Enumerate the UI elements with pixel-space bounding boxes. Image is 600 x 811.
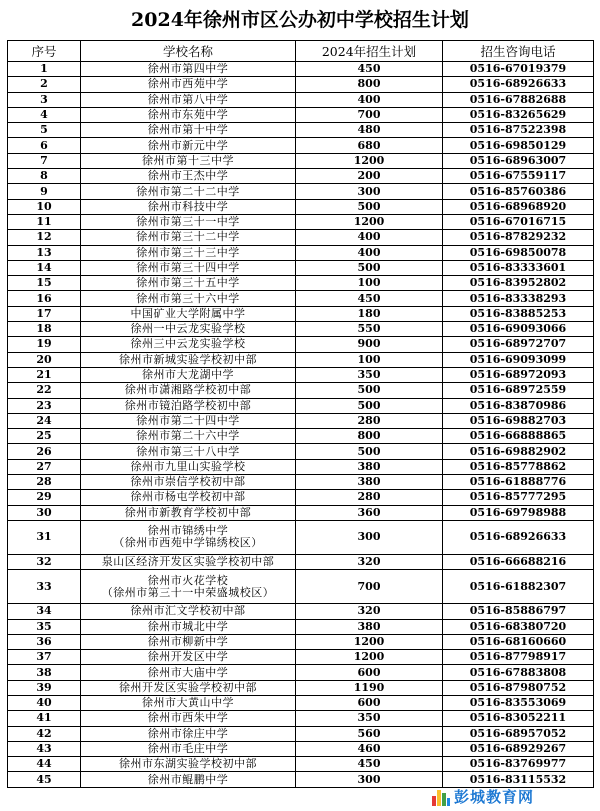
consult-phone: 0516-83952802 [443, 276, 594, 291]
school-name-line: 徐州市第三十五中学 [136, 276, 240, 290]
header-no: 序号 [8, 41, 81, 62]
school-name [81, 214, 296, 229]
school-name [81, 123, 296, 138]
row-number: 43 [8, 741, 81, 756]
consult-phone: 0516-85886797 [443, 604, 594, 619]
row-number: 41 [8, 711, 81, 726]
table-row [8, 429, 594, 444]
school-name-line: 徐州市柳新中学 [147, 634, 229, 648]
books-logo-icon [432, 788, 450, 806]
enrollment-plan: 300 [296, 772, 443, 787]
enrollment-plan: 380 [296, 619, 443, 634]
row-number: 21 [8, 367, 81, 382]
enrollment-plan: 500 [296, 260, 443, 275]
consult-phone: 0516-83885253 [443, 306, 594, 321]
school-name-line: 徐州市新城实验学校初中部 [119, 352, 257, 366]
school-name-line: 徐州市徐庄中学 [147, 726, 229, 740]
school-name-line: 徐州市第八中学 [147, 92, 229, 106]
consult-phone: 0516-85760386 [443, 184, 594, 199]
enrollment-plan: 450 [296, 757, 443, 772]
table-row [8, 554, 594, 569]
row-number: 8 [8, 169, 81, 184]
watermark-text: 彭城教育网 [453, 788, 534, 806]
row-number: 38 [8, 665, 81, 680]
row-number: 10 [8, 199, 81, 214]
school-name-line: 泉山区经济开发区实验学校初中部 [101, 555, 275, 569]
row-number: 26 [8, 444, 81, 459]
school-name [81, 726, 296, 741]
consult-phone: 0516-68972707 [443, 337, 594, 352]
table-row [8, 444, 594, 459]
admission-table [7, 40, 594, 788]
table-row [8, 505, 594, 520]
school-name [81, 772, 296, 787]
table-row [8, 604, 594, 619]
school-name-line: 徐州市第三十一中学 [136, 215, 240, 229]
consult-phone: 0516-69882703 [443, 413, 594, 428]
enrollment-plan: 100 [296, 352, 443, 367]
row-number: 1 [8, 62, 81, 77]
consult-phone: 0516-83333601 [443, 260, 594, 275]
page-title: 2024年徐州市区公办初中学校招生计划 [131, 9, 469, 31]
school-name [81, 475, 296, 490]
row-number: 33 [8, 570, 81, 604]
school-name [81, 634, 296, 649]
consult-phone: 0516-69850078 [443, 245, 594, 260]
consult-phone: 0516-66688216 [443, 554, 594, 569]
enrollment-plan: 400 [296, 92, 443, 107]
table-row [8, 184, 594, 199]
school-name-line: 徐州市第二十四中学 [136, 413, 240, 427]
row-number: 7 [8, 153, 81, 168]
school-name [81, 650, 296, 665]
school-name-line: 徐州市第三十六中学 [136, 291, 240, 305]
school-name [81, 322, 296, 337]
consult-phone: 0516-83553069 [443, 695, 594, 710]
school-name [81, 367, 296, 382]
row-number: 14 [8, 260, 81, 275]
row-number: 25 [8, 429, 81, 444]
row-number: 4 [8, 107, 81, 122]
school-name-line: 徐州市东湖实验学校初中部 [119, 757, 257, 771]
table-row [8, 245, 594, 260]
table-row [8, 260, 594, 275]
row-number: 45 [8, 772, 81, 787]
school-name [81, 680, 296, 695]
school-name [81, 554, 296, 569]
school-name [81, 352, 296, 367]
table-row [8, 665, 594, 680]
school-name-line: 徐州市第三十四中学 [136, 261, 240, 274]
table-row [8, 490, 594, 505]
consult-phone: 0516-68380720 [443, 619, 594, 634]
school-name-line: 徐州市火花学校 [147, 573, 229, 587]
row-number: 35 [8, 619, 81, 634]
table-row [8, 107, 594, 122]
consult-phone: 0516-83265629 [443, 107, 594, 122]
row-number: 32 [8, 554, 81, 569]
school-name [81, 757, 296, 772]
consult-phone: 0516-87522398 [443, 123, 594, 138]
school-name-line: 徐州市大龙湖中学 [142, 368, 234, 382]
table-row [8, 398, 594, 413]
table-row [8, 276, 594, 291]
consult-phone: 0516-68972559 [443, 383, 594, 398]
school-name-line: 徐州市第四中学 [147, 62, 229, 76]
table-row [8, 680, 594, 695]
consult-phone: 0516-83052211 [443, 711, 594, 726]
school-name [81, 398, 296, 413]
school-name-line: 徐州市鲲鹏中学 [147, 772, 229, 786]
table-row [8, 650, 594, 665]
school-name-line: 徐州市锦绣中学 [147, 524, 229, 538]
row-number: 2 [8, 77, 81, 92]
row-number: 28 [8, 475, 81, 490]
consult-phone: 0516-68968920 [443, 199, 594, 214]
school-name [81, 138, 296, 153]
school-name [81, 337, 296, 352]
school-name [81, 459, 296, 474]
table-body [8, 62, 594, 788]
enrollment-plan: 500 [296, 444, 443, 459]
school-name [81, 570, 296, 604]
enrollment-plan: 100 [296, 276, 443, 291]
table-row [8, 757, 594, 772]
row-number: 37 [8, 650, 81, 665]
row-number: 22 [8, 383, 81, 398]
school-name [81, 199, 296, 214]
school-name [81, 306, 296, 321]
enrollment-plan: 1200 [296, 153, 443, 168]
school-name-line: 徐州市城北中学 [147, 619, 229, 633]
row-number: 6 [8, 138, 81, 153]
row-number: 12 [8, 230, 81, 245]
row-number: 34 [8, 604, 81, 619]
enrollment-plan: 500 [296, 199, 443, 214]
row-number: 40 [8, 695, 81, 710]
school-name-line: 中国矿业大学附属中学 [130, 306, 246, 320]
enrollment-plan: 200 [296, 169, 443, 184]
school-name-line: 徐州市大庙中学 [147, 665, 229, 679]
school-name-line: 徐州市潇湘路学校初中部 [124, 383, 252, 397]
table-row [8, 199, 594, 214]
enrollment-plan: 400 [296, 245, 443, 260]
enrollment-plan: 300 [296, 184, 443, 199]
row-number: 23 [8, 398, 81, 413]
school-name-line: 徐州市王杰中学 [147, 169, 229, 183]
row-number: 17 [8, 306, 81, 321]
school-name [81, 604, 296, 619]
school-name [81, 444, 296, 459]
school-name-line: 徐州市第二十六中学 [136, 429, 240, 443]
school-name [81, 695, 296, 710]
table-row [8, 726, 594, 741]
consult-phone: 0516-68926633 [443, 77, 594, 92]
school-name [81, 711, 296, 726]
consult-phone: 0516-85778862 [443, 459, 594, 474]
table-row [8, 367, 594, 382]
consult-phone: 0516-68957052 [443, 726, 594, 741]
row-number: 42 [8, 726, 81, 741]
table-row [8, 772, 594, 787]
enrollment-plan: 1200 [296, 634, 443, 649]
consult-phone: 0516-67019379 [443, 62, 594, 77]
school-name [81, 169, 296, 184]
school-name-line: （徐州市第三十一中荣盛城校区） [101, 585, 275, 599]
school-name-line: 徐州市新教育学校初中部 [124, 505, 252, 519]
enrollment-plan: 550 [296, 322, 443, 337]
school-name [81, 383, 296, 398]
school-name [81, 291, 296, 306]
table-row [8, 169, 594, 184]
row-number: 20 [8, 352, 81, 367]
school-name [81, 665, 296, 680]
row-number: 36 [8, 634, 81, 649]
header-plan: 2024年招生计划 [296, 41, 443, 62]
school-name [81, 413, 296, 428]
table-header-row [8, 41, 594, 62]
school-name [81, 260, 296, 275]
consult-phone: 0516-83769977 [443, 757, 594, 772]
table-row [8, 214, 594, 229]
row-number: 9 [8, 184, 81, 199]
consult-phone: 0516-87980752 [443, 680, 594, 695]
table-row [8, 306, 594, 321]
enrollment-plan: 700 [296, 107, 443, 122]
enrollment-plan: 380 [296, 475, 443, 490]
school-name-line: 徐州市西朱中学 [147, 711, 229, 725]
school-name-line: 徐州市镜泊路学校初中部 [124, 398, 252, 412]
consult-phone: 0516-87798917 [443, 650, 594, 665]
row-number: 18 [8, 322, 81, 337]
enrollment-plan: 450 [296, 62, 443, 77]
enrollment-plan: 480 [296, 123, 443, 138]
consult-phone: 0516-68963007 [443, 153, 594, 168]
school-name-line: 徐州市汇文学校初中部 [130, 604, 246, 618]
school-name [81, 619, 296, 634]
table-row [8, 383, 594, 398]
consult-phone: 0516-69093099 [443, 352, 594, 367]
school-name-line: 徐州开发区中学 [147, 650, 229, 664]
row-number: 44 [8, 757, 81, 772]
enrollment-plan: 400 [296, 230, 443, 245]
enrollment-plan: 180 [296, 306, 443, 321]
enrollment-plan: 320 [296, 554, 443, 569]
row-number: 24 [8, 413, 81, 428]
school-name-line: 徐州市九里山实验学校 [130, 459, 246, 473]
enrollment-plan: 320 [296, 604, 443, 619]
enrollment-plan: 280 [296, 413, 443, 428]
row-number: 11 [8, 214, 81, 229]
table-row [8, 337, 594, 352]
enrollment-plan: 1200 [296, 214, 443, 229]
table-row [8, 520, 594, 554]
row-number: 15 [8, 276, 81, 291]
enrollment-plan: 350 [296, 367, 443, 382]
school-name-line: 徐州市新元中学 [147, 138, 229, 152]
table-row [8, 711, 594, 726]
enrollment-plan: 380 [296, 459, 443, 474]
consult-phone: 0516-61888776 [443, 475, 594, 490]
enrollment-plan: 1190 [296, 680, 443, 695]
watermark [432, 786, 534, 807]
school-name [81, 520, 296, 554]
enrollment-plan: 800 [296, 429, 443, 444]
consult-phone: 0516-67559117 [443, 169, 594, 184]
table-row [8, 291, 594, 306]
consult-phone: 0516-68972093 [443, 367, 594, 382]
school-name [81, 741, 296, 756]
enrollment-plan: 360 [296, 505, 443, 520]
table-row [8, 322, 594, 337]
row-number: 19 [8, 337, 81, 352]
school-name [81, 276, 296, 291]
school-name [81, 505, 296, 520]
school-name-line: 徐州市科技中学 [147, 199, 229, 213]
school-name-line: 徐州一中云龙实验学校 [130, 322, 246, 336]
consult-phone: 0516-67883808 [443, 665, 594, 680]
consult-phone: 0516-67016715 [443, 214, 594, 229]
consult-phone: 0516-69093066 [443, 322, 594, 337]
enrollment-plan: 280 [296, 490, 443, 505]
header-school-name: 学校名称 [81, 41, 296, 62]
consult-phone: 0516-87829232 [443, 230, 594, 245]
table-row [8, 138, 594, 153]
enrollment-plan: 500 [296, 383, 443, 398]
table-row [8, 619, 594, 634]
consult-phone: 0516-83870986 [443, 398, 594, 413]
row-number: 39 [8, 680, 81, 695]
consult-phone: 0516-69850129 [443, 138, 594, 153]
table-row [8, 92, 594, 107]
school-name [81, 184, 296, 199]
consult-phone: 0516-67882688 [443, 92, 594, 107]
school-name-line: 徐州开发区实验学校初中部 [119, 680, 257, 694]
table-row [8, 634, 594, 649]
enrollment-plan: 460 [296, 741, 443, 756]
enrollment-plan: 900 [296, 337, 443, 352]
school-name [81, 92, 296, 107]
school-name-line: 徐州市杨屯学校初中部 [130, 490, 246, 504]
table-row [8, 475, 594, 490]
table-row [8, 352, 594, 367]
school-name-line: 徐州市崇信学校初中部 [130, 475, 246, 489]
table-row [8, 570, 594, 604]
table-row [8, 413, 594, 428]
school-name-line: 徐州市第二十二中学 [136, 184, 240, 198]
row-number: 27 [8, 459, 81, 474]
enrollment-plan: 560 [296, 726, 443, 741]
row-number: 31 [8, 520, 81, 554]
row-number: 16 [8, 291, 81, 306]
table-row [8, 77, 594, 92]
enrollment-plan: 450 [296, 291, 443, 306]
school-name-line: 徐州市西苑中学 [147, 77, 229, 91]
school-name-line: 徐州市大黄山中学 [142, 696, 234, 710]
school-name-line: 徐州市第十三中学 [142, 153, 234, 167]
consult-phone: 0516-61882307 [443, 570, 594, 604]
school-name [81, 62, 296, 77]
enrollment-plan: 680 [296, 138, 443, 153]
enrollment-plan: 350 [296, 711, 443, 726]
consult-phone: 0516-68929267 [443, 741, 594, 756]
enrollment-plan: 600 [296, 665, 443, 680]
school-name-line: 徐州市第三十三中学 [136, 245, 240, 259]
enrollment-plan: 800 [296, 77, 443, 92]
school-name [81, 230, 296, 245]
table-row [8, 695, 594, 710]
row-number: 3 [8, 92, 81, 107]
table-row [8, 62, 594, 77]
row-number: 5 [8, 123, 81, 138]
enrollment-plan: 700 [296, 570, 443, 604]
table-row [8, 153, 594, 168]
header-phone: 招生咨询电话 [443, 41, 594, 62]
school-name [81, 107, 296, 122]
school-name-line: 徐州市第三十二中学 [136, 230, 240, 244]
school-name [81, 77, 296, 92]
school-name-line: （徐州市西苑中学锦绣校区） [113, 536, 263, 550]
consult-phone: 0516-68926633 [443, 520, 594, 554]
consult-phone: 0516-83338293 [443, 291, 594, 306]
consult-phone: 0516-66888865 [443, 429, 594, 444]
consult-phone: 0516-85777295 [443, 490, 594, 505]
table-row [8, 741, 594, 756]
consult-phone: 0516-68160660 [443, 634, 594, 649]
consult-phone: 0516-69798988 [443, 505, 594, 520]
school-name-line: 徐州市第十中学 [147, 123, 229, 137]
school-name [81, 153, 296, 168]
row-number: 29 [8, 490, 81, 505]
table-row [8, 459, 594, 474]
row-number: 30 [8, 505, 81, 520]
enrollment-plan: 500 [296, 398, 443, 413]
table-row [8, 230, 594, 245]
school-name-line: 徐州三中云龙实验学校 [130, 337, 246, 351]
school-name-line: 徐州市毛庄中学 [147, 742, 229, 756]
school-name [81, 490, 296, 505]
row-number: 13 [8, 245, 81, 260]
consult-phone: 0516-83115532 [443, 772, 594, 787]
school-name [81, 245, 296, 260]
school-name-line: 徐州市第三十八中学 [136, 444, 240, 458]
school-name-line: 徐州市东苑中学 [147, 108, 229, 122]
enrollment-plan: 1200 [296, 650, 443, 665]
enrollment-plan: 600 [296, 695, 443, 710]
school-name [81, 429, 296, 444]
table-row [8, 123, 594, 138]
consult-phone: 0516-69882902 [443, 444, 594, 459]
enrollment-plan: 300 [296, 520, 443, 554]
